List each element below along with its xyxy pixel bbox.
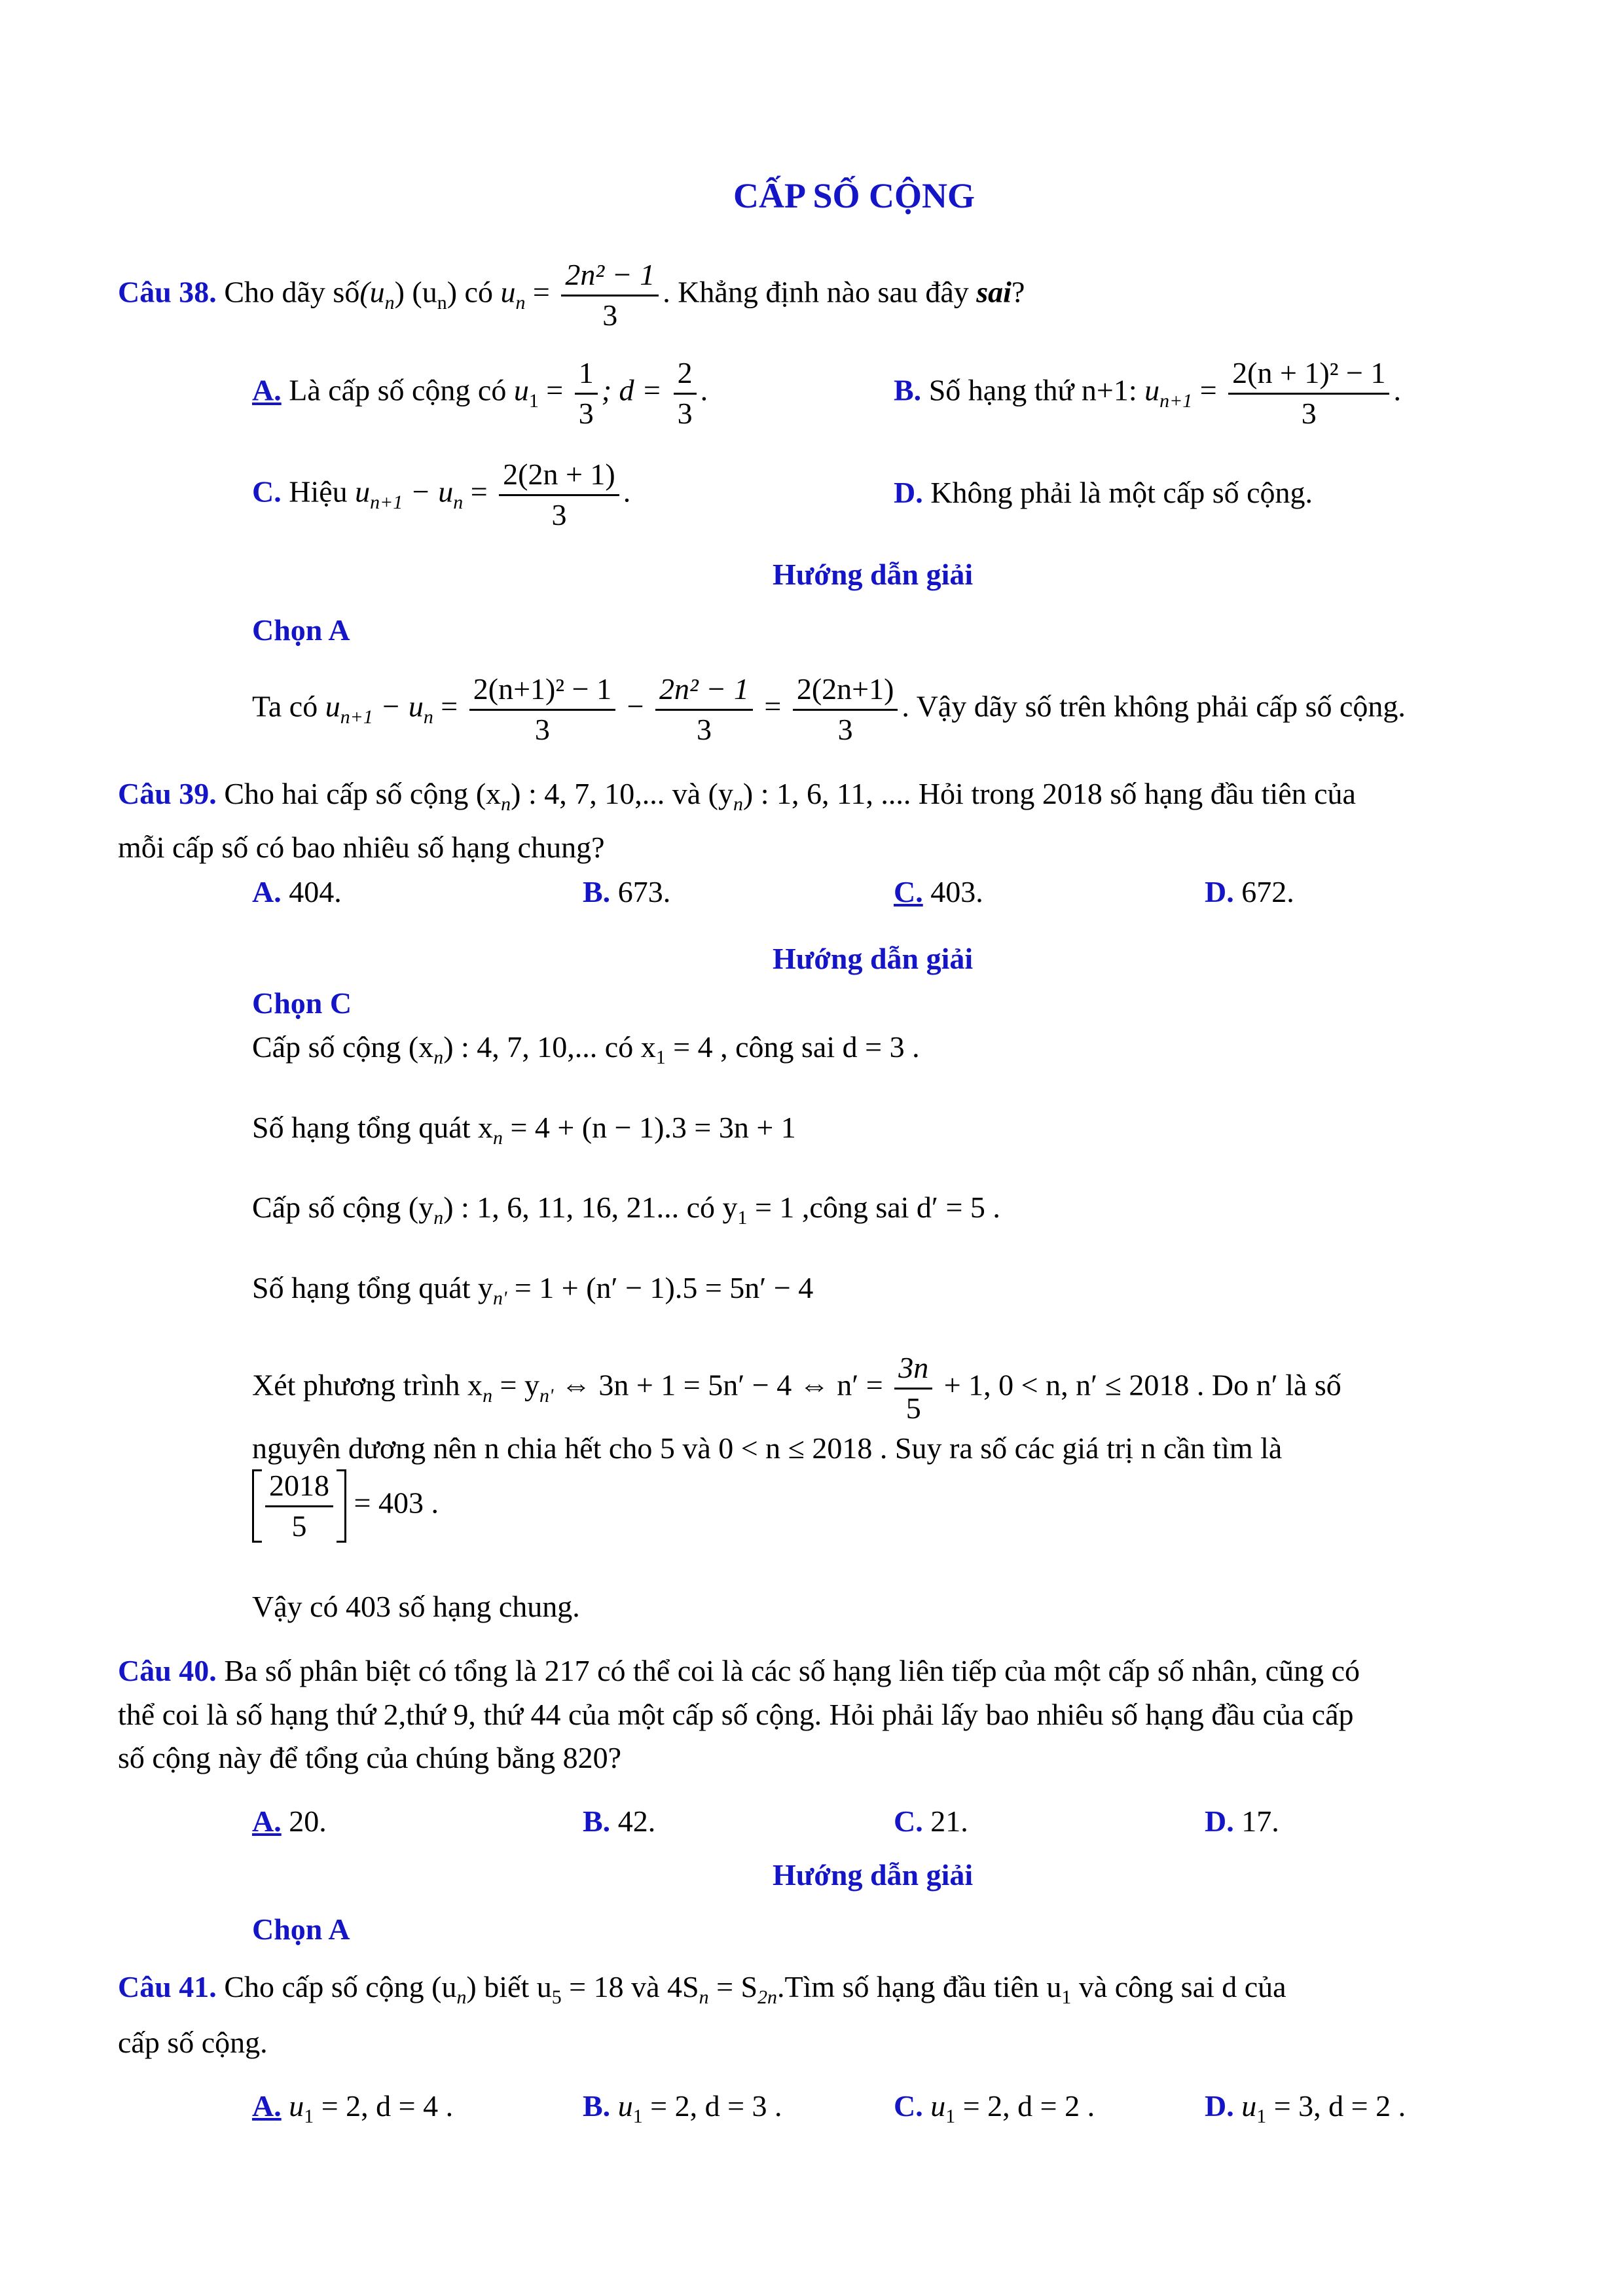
q41-line1d: = S [708, 1970, 758, 2003]
q38-optC-text: Hiệu [281, 475, 356, 509]
q39-stem-line1 [118, 779, 1356, 814]
q39-option-a[interactable] [252, 877, 342, 907]
q38-frac-den: 3 [602, 298, 618, 332]
q38-sol-a: Ta có [252, 689, 325, 723]
q41-option-d[interactable] [1205, 2091, 1406, 2126]
q38-sol-f1-den: 3 [534, 712, 550, 746]
q40-optC-text: 21. [922, 1804, 968, 1838]
q41-line1sub2: 5 [551, 1986, 562, 2009]
q39-sol-line5 [252, 1352, 1341, 1425]
q38-sol-eq2: = [756, 689, 789, 723]
q40-optB-text: 42. [610, 1804, 656, 1838]
q39-s2a: Số hạng tổng quát x [252, 1111, 493, 1144]
q38-optA-frac1 [575, 357, 598, 430]
q41-option-c[interactable] [894, 2091, 1095, 2126]
q41-optD-sub: 1 [1256, 2106, 1267, 2128]
q39-optB-label: B. [583, 875, 611, 908]
q38-optB-num: 2(n + 1)² − 1 [1228, 357, 1389, 395]
q38-sol-u: u [325, 689, 340, 723]
q41-option-b[interactable] [583, 2091, 782, 2126]
q41-optB-u: u [610, 2089, 633, 2123]
q40-option-a[interactable] [252, 1806, 327, 1837]
q39-s3sub: n [433, 1207, 444, 1229]
q38-optB-u: u [1144, 373, 1160, 407]
q39-s7-num: 2018 [265, 1469, 333, 1507]
q41-optA-text: = 2, d = 4 . [314, 2089, 454, 2123]
q38-un: u [500, 275, 516, 309]
q40-option-b[interactable] [583, 1806, 655, 1837]
q38-optC-end: . [623, 475, 631, 509]
q39-s7-end: = 403 . [346, 1486, 439, 1520]
q41-optA-u: u [281, 2089, 304, 2123]
q39-s5-frac [894, 1352, 932, 1425]
q41-line1e: .Tìm số hạng đầu tiên u [777, 1970, 1062, 2003]
q40-option-d[interactable] [1205, 1806, 1279, 1837]
q38-optC-minus: − u [403, 475, 454, 509]
q38-text-c: ? [1011, 275, 1025, 309]
q38-optA-u1-sub: 1 [528, 389, 539, 412]
q41-optD-u: u [1233, 2089, 1257, 2123]
q39-s3a: Cấp số cộng (y [252, 1191, 434, 1224]
q38-optC-num: 2(2n + 1) [499, 458, 619, 496]
q39-optC-text: 403. [922, 875, 983, 908]
q38-optA-text: Là cấp số cộng có [281, 373, 514, 407]
q38-optA-f1-den: 3 [578, 396, 594, 430]
q39-s3b: ) : 1, 6, 11, 16, 21... có y [443, 1191, 738, 1224]
q41-optD-text: = 3, d = 2 . [1266, 2089, 1406, 2123]
q39-s7-den: 5 [291, 1509, 307, 1543]
q41-optA-sub: 1 [304, 2106, 314, 2128]
q39-s1a: Cấp số cộng (x [252, 1030, 434, 1064]
q38-optB-den: 3 [1301, 396, 1317, 430]
q39-line1-b: ) : 4, 7, 10,... và (y [511, 777, 733, 810]
q38-optA-frac2 [674, 357, 697, 430]
q41-label: Câu 41. [118, 1970, 217, 2003]
q38-paren-sub: n [437, 291, 447, 314]
q39-sol-line1 [252, 1032, 920, 1067]
q38-fraction [561, 259, 659, 332]
q38-optC-label: C. [252, 475, 282, 509]
q39-s2sub: n [492, 1127, 503, 1149]
q41-optC-u: u [922, 2089, 946, 2123]
q40-optA-label: A. [252, 1804, 282, 1838]
q39-s5f-num: 3n [894, 1352, 932, 1390]
q39-sol-line6: nguyên dương nên n chia hết cho 5 và 0 < n ≤ 2018 . Suy ra số các giá trị n cần tìm là [252, 1431, 1283, 1465]
q41-line1b: ) biết u [466, 1970, 552, 2003]
q38-optA-f2-den: 3 [677, 396, 693, 430]
q38-paren-close: ) có [447, 275, 501, 309]
q39-s3sub2: 1 [737, 1207, 748, 1229]
q39-option-c[interactable] [894, 877, 983, 907]
document-page [118, 0, 1493, 2296]
q38-option-c[interactable] [252, 458, 630, 531]
q39-s4b: = 1 + (n′ − 1).5 = 5n′ − 4 [507, 1271, 814, 1304]
q41-line1sub5: 1 [1061, 1986, 1072, 2009]
q39-optA-text: 404. [281, 875, 342, 908]
q38-sol-f3-num: 2(2n+1) [793, 673, 898, 711]
q39-s3c: = 1 ,công sai d′ = 5 . [747, 1191, 1000, 1224]
q38-choice: Chọn A [252, 613, 350, 647]
q38-optA-end: . [700, 373, 708, 407]
q39-label: Câu 39. [118, 777, 217, 810]
q39-option-d[interactable] [1205, 877, 1294, 907]
q38-sol-frac3 [793, 673, 898, 746]
q38-sol-end: . Vậy dãy số trên không phải cấp số cộng. [902, 689, 1406, 723]
q38-sol-mid: − [619, 689, 652, 723]
q38-sai: sai [976, 275, 1012, 309]
q39-sol-line4 [252, 1273, 813, 1308]
q38-sol-eq: = [433, 689, 465, 723]
q39-choice: Chọn C [252, 986, 352, 1020]
q41-optB-sub: 1 [632, 2106, 643, 2128]
q39-floor-bracket [252, 1469, 346, 1543]
q39-s5sub2: n' [539, 1384, 554, 1407]
q40-optD-label: D. [1205, 1804, 1234, 1838]
q41-stem-line1 [118, 1972, 1286, 2007]
q39-line1-sub2: n [733, 793, 743, 816]
q38-optD-label: D. [894, 476, 923, 509]
q38-optB-label: B. [894, 373, 922, 407]
q38-text-b: . Khẳng định nào sau đây [663, 275, 977, 309]
q38-label: Câu 38. [118, 275, 217, 309]
q38-optD-text: Không phải là một cấp số cộng. [922, 476, 1313, 509]
q41-line1sub3: n [699, 1986, 709, 2009]
q39-optA-label: A. [252, 875, 282, 908]
q39-stem-line2: mỗi cấp số có bao nhiêu số hạng chung? [118, 831, 605, 864]
q39-s5f-den: 5 [905, 1391, 921, 1425]
q38-optC-sub1: n+1 [370, 491, 403, 513]
q38-sol-sub1: n+1 [340, 706, 373, 728]
q41-option-a[interactable] [252, 2091, 453, 2126]
q41-line1sub: n [456, 1986, 467, 2009]
q38-solution [252, 673, 1406, 746]
q39-s5a: Xét phương trình x [252, 1368, 483, 1402]
q40-stem-line1 [118, 1656, 1360, 1686]
q38-optC-sub2: n [453, 491, 464, 513]
q38-un-sub: n [515, 291, 526, 314]
q38-optA-sep: ; d = [601, 373, 670, 407]
q41-line1a: Cho cấp số cộng (u [216, 1970, 457, 2003]
q39-line1: Cho hai cấp số cộng (x [216, 777, 501, 810]
q38-optB-u-sub: n+1 [1159, 389, 1193, 412]
q39-solution-heading: Hướng dẫn giải [773, 942, 974, 975]
q40-optC-label: C. [894, 1804, 923, 1838]
q39-optC-label: C. [894, 875, 923, 908]
q41-optB-label: B. [583, 2089, 611, 2123]
q39-s1c: = 4 , công sai d = 3 . [665, 1030, 920, 1064]
q38-optC-u: u [355, 475, 371, 509]
q38-optB-frac [1228, 357, 1389, 430]
q38-sol-frac1 [469, 673, 615, 746]
q38-seq-close: ) [394, 275, 405, 309]
q38-option-b[interactable] [894, 357, 1401, 430]
q38-sol-f3-den: 3 [837, 712, 853, 746]
q38-sol-frac2 [655, 673, 753, 746]
q38-frac-num: 2n² − 1 [561, 259, 659, 296]
q39-optD-label: D. [1205, 875, 1234, 908]
q40-stem-line2: thể coi là số hạng thứ 2,thứ 9, thứ 44 của một cấp số cộng. Hỏi phải lấy bao nhiêu số hạng đầu của cấp [118, 1698, 1354, 1731]
q40-line1: Ba số phân biệt có tổng là 217 có thể coi là các số hạng liên tiếp của một cấp số nhân, cũng có [216, 1654, 1360, 1687]
q39-line1-c: ) : 1, 6, 11, .... Hỏi trong 2018 số hạng đầu tiên của [742, 777, 1356, 810]
q39-optD-text: 672. [1233, 875, 1294, 908]
q38-optC-eq: = [463, 475, 496, 509]
q41-optA-label: A. [252, 2089, 282, 2123]
q41-optD-label: D. [1205, 2089, 1234, 2123]
q39-s7-frac [265, 1469, 333, 1543]
q39-s2b: = 4 + (n − 1).3 = 3n + 1 [502, 1111, 796, 1144]
q38-paren: (u [404, 275, 437, 309]
q38-optC-den: 3 [551, 497, 567, 531]
q41-optC-text: = 2, d = 2 . [955, 2089, 1095, 2123]
q38-sol-f2-den: 3 [696, 712, 712, 746]
q39-s4sub: n' [492, 1287, 507, 1310]
q38-optC-frac [499, 458, 619, 531]
q39-sol-line2 [252, 1113, 796, 1148]
q40-solution-heading: Hướng dẫn giải [773, 1858, 974, 1892]
q39-s1sub: n [433, 1047, 444, 1069]
q40-optA-text: 20. [281, 1804, 327, 1838]
q39-optB-text: 673. [610, 875, 671, 908]
q38-optA-u1: u [513, 373, 529, 407]
q38-optB-eq: = [1192, 373, 1225, 407]
q38-option-a[interactable] [252, 357, 708, 430]
q38-optB-end: . [1393, 373, 1401, 407]
q38-seq-sub: n [384, 291, 395, 314]
q40-choice: Chọn A [252, 1912, 350, 1946]
q39-s1b: ) : 4, 7, 10,... có x [443, 1030, 656, 1064]
q41-optC-sub: 1 [945, 2106, 956, 2128]
q41-stem-line2: cấp số cộng. [118, 2026, 268, 2059]
q38-option-d[interactable] [894, 478, 1313, 508]
q38-stem [118, 259, 1025, 332]
q41-optC-label: C. [894, 2089, 923, 2123]
q38-optA-label: A. [252, 373, 282, 407]
q38-optA-eq: = [538, 373, 571, 407]
q39-s5d: + 1, 0 < n, n′ ≤ 2018 . Do n′ là số [936, 1368, 1341, 1402]
q41-line1c: = 18 và 4S [561, 1970, 699, 2003]
q38-optB-text: Số hạng thứ n+1: [921, 373, 1145, 407]
q41-line1sub4: 2n [757, 1986, 777, 2009]
q38-sol-f1-num: 2(n+1)² − 1 [469, 673, 615, 711]
page-title: CẤP SỐ CỘNG [733, 176, 976, 215]
q38-sol-sub2: n [423, 706, 433, 728]
q39-sol-line7 [252, 1469, 439, 1543]
q39-sol-line3 [252, 1193, 1000, 1228]
q38-optA-f1-num: 1 [575, 357, 598, 395]
q38-sol-minus: − u [373, 689, 424, 723]
q38-seq: (u [359, 275, 385, 309]
q40-label: Câu 40. [118, 1654, 217, 1687]
q39-s5c: ⇔ 3n + 1 = 5n′ − 4 ⇔ n′ = [553, 1368, 891, 1402]
q41-optB-text: = 2, d = 3 . [642, 2089, 782, 2123]
q39-option-b[interactable] [583, 877, 670, 907]
q40-option-c[interactable] [894, 1806, 968, 1837]
q39-s5sub: n [483, 1384, 493, 1407]
q40-stem-line3: số cộng này để tổng của chúng bằng 820? [118, 1741, 622, 1774]
q38-sol-f2-num: 2n² − 1 [655, 673, 753, 711]
q41-line1f: và công sai d của [1071, 1970, 1286, 2003]
q40-optD-text: 17. [1233, 1804, 1279, 1838]
q40-optB-label: B. [583, 1804, 611, 1838]
q38-text: Cho dãy số [216, 275, 360, 309]
q39-s1sub2: 1 [655, 1047, 666, 1069]
q39-sol-line8: Vậy có 403 số hạng chung. [252, 1590, 580, 1623]
q38-optA-f2-num: 2 [674, 357, 697, 395]
q38-solution-heading: Hướng dẫn giải [773, 558, 974, 591]
q39-line1-sub: n [501, 793, 511, 816]
q38-eq: = [525, 275, 558, 309]
q39-s4a: Số hạng tổng quát y [252, 1271, 493, 1304]
q39-s5b: = y [492, 1368, 539, 1402]
